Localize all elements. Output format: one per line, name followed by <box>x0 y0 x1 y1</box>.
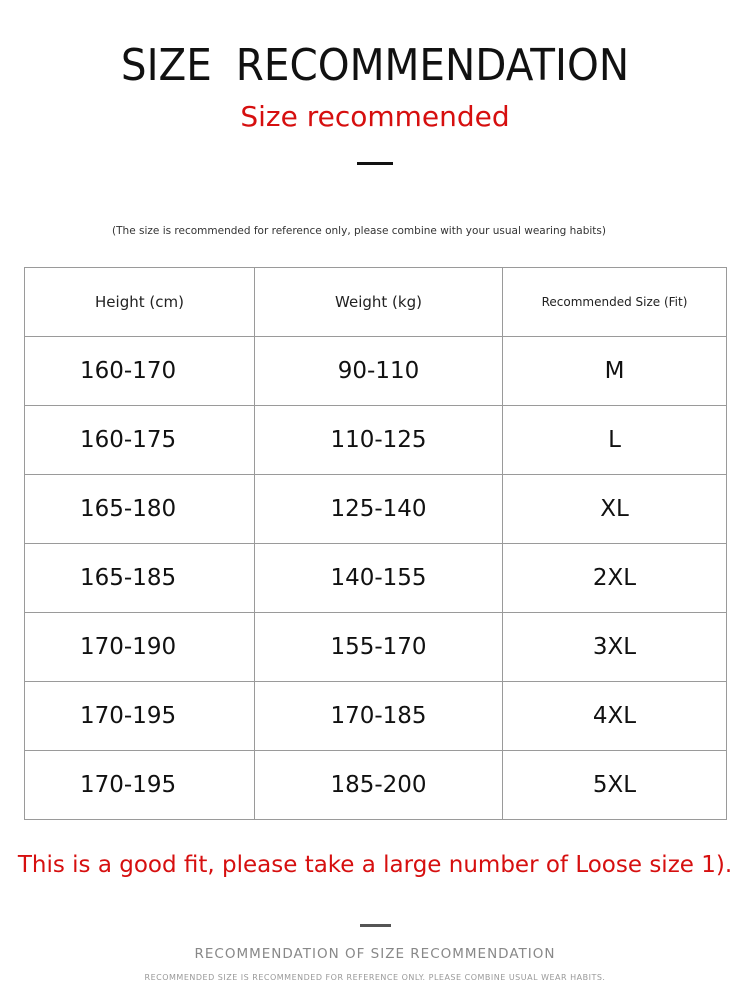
size-cell: XL <box>503 475 727 544</box>
height-cell: 170-195 <box>25 682 255 751</box>
reference-note: (The size is recommended for reference only, please combine with your usual wearing habits) <box>112 225 606 237</box>
weight-cell: 90-110 <box>255 337 503 406</box>
title-divider <box>357 162 393 165</box>
height-cell: 160-175 <box>25 406 255 475</box>
footer-divider <box>360 924 391 927</box>
height-cell: 170-190 <box>25 613 255 682</box>
table-row <box>25 475 727 544</box>
footer-title: RECOMMENDATION OF SIZE RECOMMENDATION <box>194 946 556 962</box>
size-cell: 3XL <box>503 613 727 682</box>
size-cell: L <box>503 406 727 475</box>
header-recommended-size: Recommended Size (Fit) <box>503 268 727 337</box>
header-weight: Weight (kg) <box>255 268 503 337</box>
page-subtitle: Size recommended <box>240 100 510 133</box>
table-row <box>25 613 727 682</box>
height-cell: 170-195 <box>25 751 255 820</box>
height-cell: 165-180 <box>25 475 255 544</box>
size-cell: 5XL <box>503 751 727 820</box>
table-row <box>25 682 727 751</box>
table-row <box>25 544 727 613</box>
weight-cell: 185-200 <box>255 751 503 820</box>
header-height: Height (cm) <box>25 268 255 337</box>
weight-cell: 155-170 <box>255 613 503 682</box>
page-title: SIZE RECOMMENDATION <box>120 40 630 91</box>
size-table <box>24 267 727 820</box>
footer-subtitle: RECOMMENDED SIZE IS RECOMMENDED FOR REFERENCE ONLY. PLEASE COMBINE USUAL WEAR HABITS. <box>144 973 606 982</box>
weight-cell: 140-155 <box>255 544 503 613</box>
table-row <box>25 406 727 475</box>
weight-cell: 170-185 <box>255 682 503 751</box>
height-cell: 160-170 <box>25 337 255 406</box>
size-cell: 4XL <box>503 682 727 751</box>
table-row <box>25 337 727 406</box>
table-row <box>25 751 727 820</box>
size-cell: M <box>503 337 727 406</box>
weight-cell: 110-125 <box>255 406 503 475</box>
height-cell: 165-185 <box>25 544 255 613</box>
fit-note: This is a good fit, please take a large number of Loose size 1). <box>17 852 733 878</box>
size-cell: 2XL <box>503 544 727 613</box>
table-header-row <box>25 268 727 337</box>
weight-cell: 125-140 <box>255 475 503 544</box>
